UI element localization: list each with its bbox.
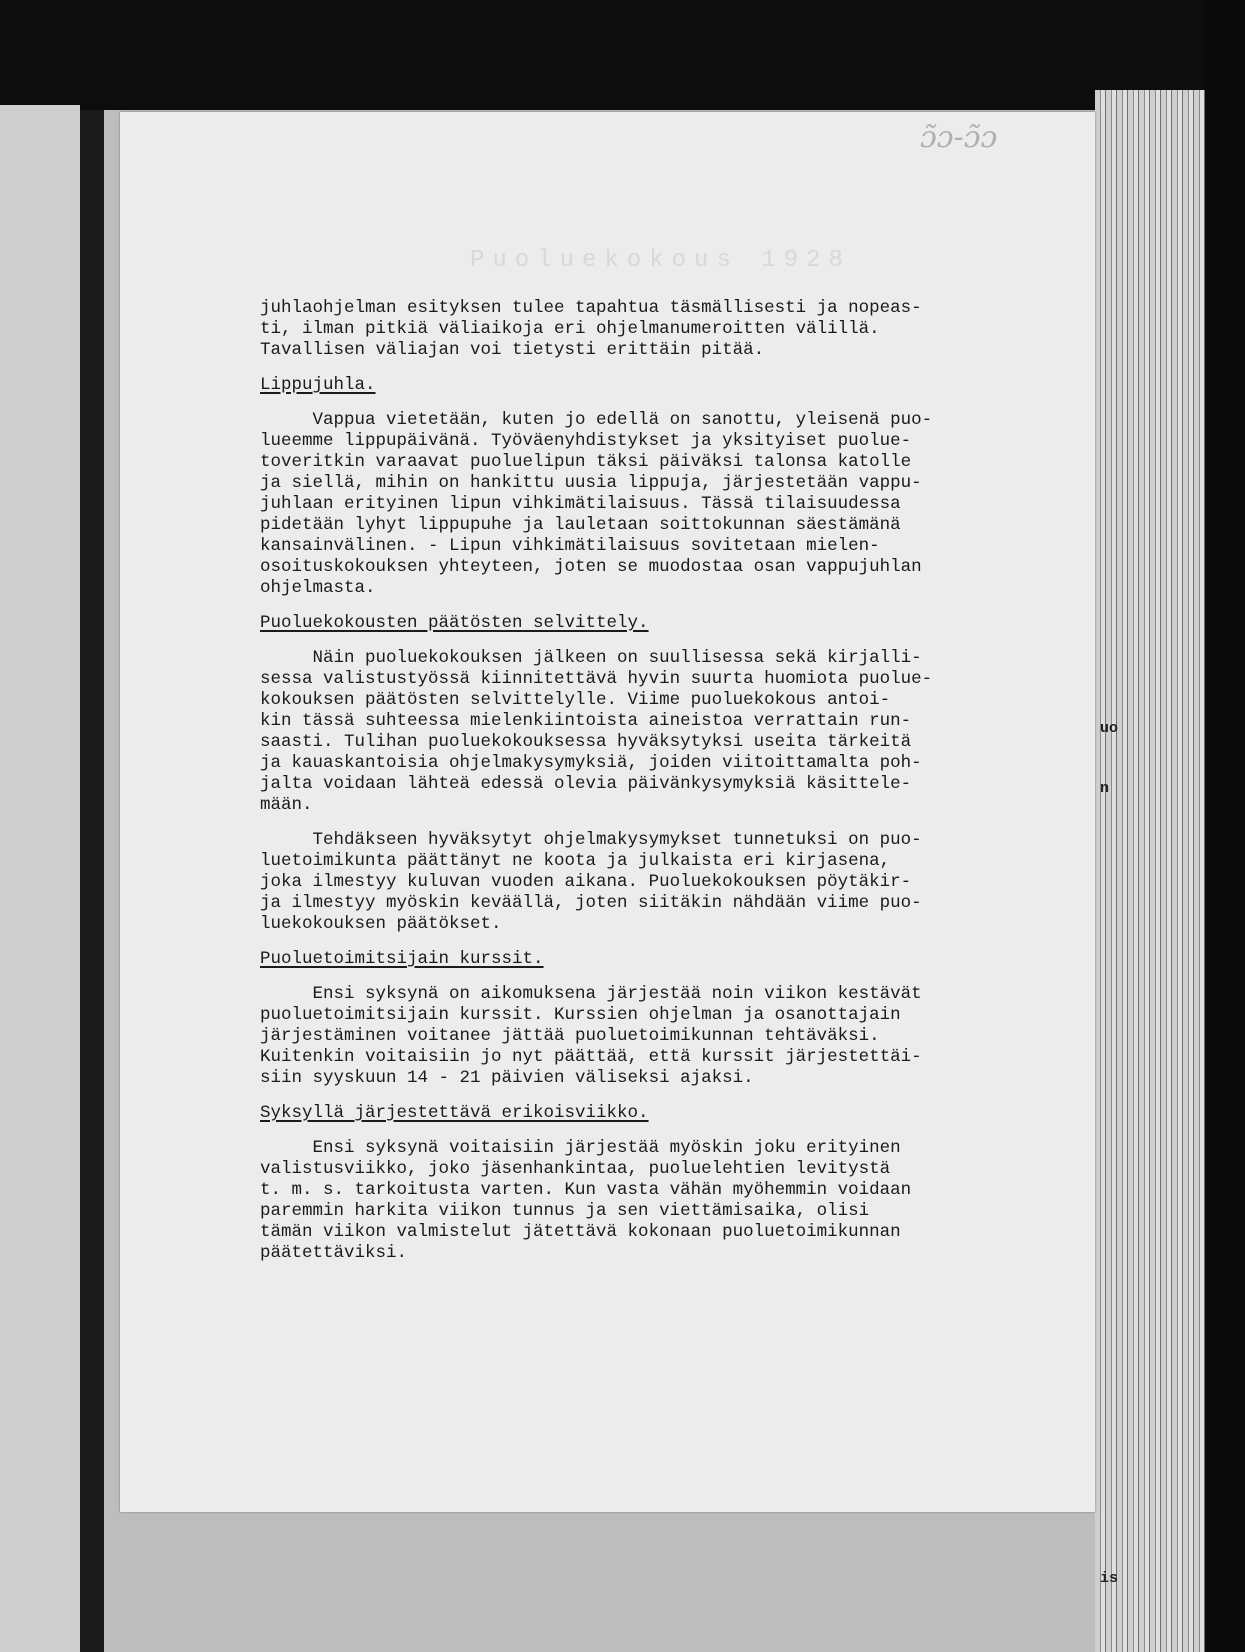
section-erikoisviikko [260,1103,1090,1264]
side-fragment: uo [1100,720,1119,737]
section-paatosten-selvittely [260,613,1090,935]
section-heading: Puoluekokousten päätösten selvittely. [260,613,649,633]
scanner-right-border [1205,0,1245,1652]
faint-show-through-header: Puoluekokous 1928 [470,247,851,274]
text-line: Ensi syksynä on aikomuksena järjestää noin viikon kestävät [260,984,922,1004]
section-kurssit [260,949,1090,1089]
text-line: juhlaohjelman esityksen tulee tapahtua täsmällisesti ja nopeas- [260,298,922,318]
section-heading: Puoluetoimitsijain kurssit. [260,949,544,969]
side-fragment: n [1100,780,1110,797]
text-line: kansainvälinen. - Lipun vihkimätilaisuus sovitetaan mielen- [260,536,880,556]
text-line: juhlaan erityinen lipun vihkimätilaisuus. Tässä tilaisuudessa [260,494,901,514]
text-line: joka ilmestyy kuluvan vuoden aikana. Puoluekokouksen pöytäkir- [260,872,912,892]
left-binding-shadow [80,110,104,1652]
text-line: Kuitenkin voitaisiin jo nyt päättää, että kurssit järjestettäi- [260,1047,922,1067]
text-line: Tehdäkseen hyväksytyt ohjelmakysymykset tunnetuksi on puo- [260,830,922,850]
text-line: lueemme lippupäivänä. Työväenyhdistykset ja yksityiset puolue- [260,431,912,451]
text-line: jalta voidaan lähteä edessä olevia päivänkysymyksiä käsittele- [260,774,912,794]
text-line: tämän viikon valmistelut jätettävä kokonaan puoluetoimikunnan [260,1222,901,1242]
text-line: Tavallisen väliajan voi tietysti erittäin pitää. [260,340,765,360]
text-line: pidetään lyhyt lippupuhe ja lauletaan soittokunnan säestämänä [260,515,901,535]
text-line: paremmin harkita viikon tunnus ja sen viettämisaika, olisi [260,1201,870,1221]
text-line: mään. [260,795,313,815]
document-body [260,298,1090,1264]
text-line: Vappua vietetään, kuten jo edellä on sanottu, yleisenä puo- [260,410,933,430]
intro-block [260,298,1090,361]
scanner-top-border [0,0,1245,110]
text-line: toveritkin varaavat puoluelipun täksi päiväksi talonsa katolle [260,452,912,472]
text-line: Ensi syksynä voitaisiin järjestää myöskin joku erityinen [260,1138,901,1158]
text-line: t. m. s. tarkoitusta varten. Kun vasta vähän myöhemmin voidaan [260,1180,912,1200]
text-line: saasti. Tulihan puoluekokouksessa hyväksytyksi useita tärkeitä [260,732,912,752]
text-line: siin syyskuun 14 - 21 päivien väliseksi ajaksi. [260,1068,754,1088]
section-heading: Lippujuhla. [260,375,376,395]
text-line: Näin puoluekokouksen jälkeen on suullisessa sekä kirjalli- [260,648,922,668]
text-line: luetoimikunta päättänyt ne koota ja julkaista eri kirjasena, [260,851,891,871]
text-line: päätettäviksi. [260,1243,408,1263]
text-line: ja ilmestyy myöskin keväällä, joten siitäkin nähdään viime puo- [260,893,922,913]
text-line: kokouksen päätösten selvittelylle. Viime puoluekokous antoi- [260,690,891,710]
side-fragment: is [1100,1570,1119,1587]
text-line: järjestäminen voitanee jättää puoluetoimikunnan tehtäväksi. [260,1026,880,1046]
text-line: ja siellä, mihin on hankittu uusia lippuja, järjestetään vappu- [260,473,922,493]
text-line: puoluetoimitsijain kurssit. Kurssien ohjelman ja osanottajain [260,1005,901,1025]
text-line: valistusviikko, joko jäsenhankintaa, puoluelehtien levitystä [260,1159,891,1179]
text-line: sessa valistustyössä kiinnitettävä hyvin suurta huomiota puolue- [260,669,933,689]
stacked-page-edges [1095,90,1205,1652]
handwritten-page-mark: ɔ̃ɔ-ɔ̃ɔ [920,120,998,155]
typewritten-page [120,112,1095,1512]
section-heading: Syksyllä järjestettävä erikoisviikko. [260,1103,649,1123]
text-line: kin tässä suhteessa mielenkiintoista aineistoa verrattain run- [260,711,912,731]
text-line: ti, ilman pitkiä väliaikoja eri ohjelmanumeroitten välillä. [260,319,880,339]
text-line: luekokouksen päätökset. [260,914,502,934]
text-line: osoituskokouksen yhteyteen, joten se muodostaa osan vappujuhlan [260,557,922,577]
text-line: ohjelmasta. [260,578,376,598]
text-line: ja kauaskantoisia ohjelmakysymyksiä, joiden viitoittamalta poh- [260,753,922,773]
section-lippujuhla [260,375,1090,599]
left-margin-paper [0,105,80,1652]
